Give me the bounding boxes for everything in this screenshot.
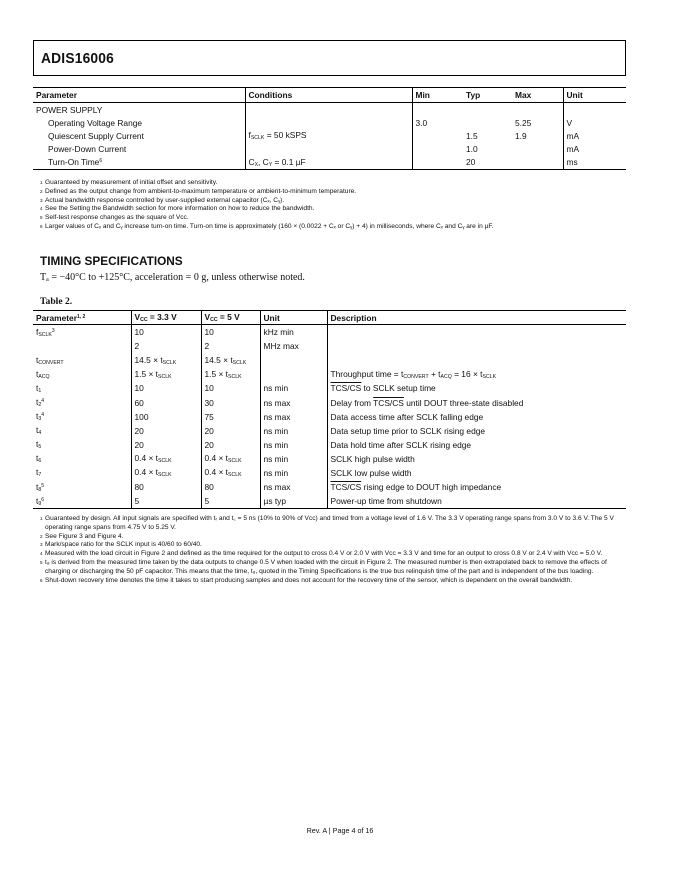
table-row: tACQ 1.5 × tSCLK 1.5 × tSCLK Throughput time = tCONVERT + tACQ = 16 × tSCLK xyxy=(33,367,626,381)
col-vcc-3v3: VCC = 3.3 V xyxy=(131,311,201,325)
table-row: $t3^4$ 100 75 ns max Data access time after SCLK falling edge xyxy=(33,410,626,424)
footnote: 2 See Figure 3 and Figure 4. xyxy=(40,532,124,540)
footnote: 5 Self-test response changes as the square of Vcc. xyxy=(40,214,189,222)
footnote: 6 Shut-down recovery time denotes the time it takes to start producing samples and does not account for the recovery time of the sensor, which is dependent on the overall bandwidth. xyxy=(40,576,573,584)
footnote: 3 Actual bandwidth response controlled by user-supplied external capacitor (Cₓ, Cᵧ). xyxy=(40,196,285,204)
col-conditions: Conditions xyxy=(245,88,412,103)
table-row: t7 0.4 × tSCLK 0.4 × tSCLK ns min SCLK low pulse width xyxy=(33,466,626,480)
footnote: 4 See the Setting the Bandwidth section for more information on how to reduce the bandwidth. xyxy=(40,205,315,213)
table-row: $t9^6$ 5 5 µs typ Power-up time from shutdown xyxy=(33,494,626,509)
footnote: 6 Larger values of Cₓ and Cᵧ increase turn-on time. Turn-on time is approximately (160 × (0.0022 + Cₓ or Cᵧ) + 4) in milliseconds, where Cₓ and Cᵧ are in µF. xyxy=(40,222,494,230)
timing-footnotes xyxy=(40,515,630,585)
col-vcc-5v: VCC = 5 V xyxy=(201,311,260,325)
table-caption: Table 2. xyxy=(40,296,73,307)
table-row: Operating Voltage Range 3.0 5.25 V xyxy=(33,116,626,129)
col-min: Min xyxy=(412,88,463,103)
col-parameter: Parameter$^{1, 2}$ xyxy=(33,311,131,325)
document-title: ADIS16006 xyxy=(41,50,115,67)
table-header-row xyxy=(33,88,626,103)
col-unit: Unit xyxy=(563,88,626,103)
footnote: 3 Mark/space ratio for the SCLK input is 40/60 to 60/40. xyxy=(40,541,202,549)
table-row: Quiescent Supply Current fSCLK = 50 kSPS 1.5 1.9 mA xyxy=(33,129,626,142)
table-row: $t8^5$ 80 80 ns max TCS/CS rising edge to DOUT high impedance xyxy=(33,480,626,494)
table-row: Power-Down Current 1.0 mA xyxy=(33,143,626,156)
footnote: 2 Defined as the output change from ambient-to-maximum temperature or ambient-to-minimum temperature. xyxy=(40,187,357,195)
section-heading: TIMING SPECIFICATIONS xyxy=(40,254,183,268)
table-row: tCONVERT 14.5 × tSCLK 14.5 × tSCLK xyxy=(33,353,626,367)
document-header xyxy=(33,40,626,76)
table-row: Turn-On Time$^6$ CX, CY = 0.1 µF 20 ms xyxy=(33,156,626,170)
table-row: t6 0.4 × tSCLK 0.4 × tSCLK ns min SCLK high pulse width xyxy=(33,452,626,466)
table-row: t5 20 20 ns min Data hold time after SCLK rising edge xyxy=(33,438,626,452)
footnote: 1 Guaranteed by measurement of initial offset and sensitivity. xyxy=(40,179,218,186)
col-description: Description xyxy=(327,311,626,325)
table-row xyxy=(33,103,626,117)
footnote: 1 Guaranteed by design. All input signals are specified with tᵣ and t꜀ = 5 ns (10% to 90% of Vcc) and timed from a voltage level of 1.6 V. The 3.3 V operating range spans from 3.0 V to 3.6 V. The 5 V operating range spans from 4.75 V to 5.25 V. xyxy=(40,515,614,531)
table-row: fSCLK$^3$ 10 10 kHz min xyxy=(33,325,626,340)
col-typ: Typ xyxy=(463,88,512,103)
footnote: 4 Measured with the load circuit in Figure 2 and defined as the time required for the output to cross 0.4 V or 2.0 V with Vcc = 3.3 V and time for an output to cross 0.8 V or 2.4 V with Vcc = 5.0 V. xyxy=(40,550,603,558)
table-row: 2 2 MHz max xyxy=(33,339,626,353)
table-row: $t2^4$ 60 30 ns max Delay from TCS/CS until DOUT three-state disabled xyxy=(33,395,626,409)
table-row: t1 10 10 ns min TCS/CS to SCLK setup time xyxy=(33,381,626,395)
conditions-text: Tₐ = −40°C to +125°C, acceleration = 0 g, unless otherwise noted. xyxy=(40,272,305,283)
group-label: POWER SUPPLY xyxy=(33,103,245,117)
power-supply-spec-table xyxy=(33,87,626,170)
col-parameter: Parameter xyxy=(33,88,245,103)
spec-footnotes xyxy=(40,179,630,232)
table-row: t4 20 20 ns min Data setup time prior to SCLK rising edge xyxy=(33,424,626,438)
col-unit: Unit xyxy=(260,311,327,325)
table-header-row xyxy=(33,311,626,325)
col-max: Max xyxy=(512,88,563,103)
timing-spec-table xyxy=(33,310,626,509)
footnote: 5 t₈ is derived from the measured time taken by the data outputs to change 0.5 V when loaded with the circuit in Figure 2. The measured number is then extrapolated back to remove the effects of charging or discharging the 50 pF capacitor. This means that the time, t₈, quoted in the Timing Specifications is the true bus relinquish time of the part and is independent of the bus loading. xyxy=(40,558,607,575)
page-footer: Rev. A | Page 4 of 16 xyxy=(306,826,374,835)
